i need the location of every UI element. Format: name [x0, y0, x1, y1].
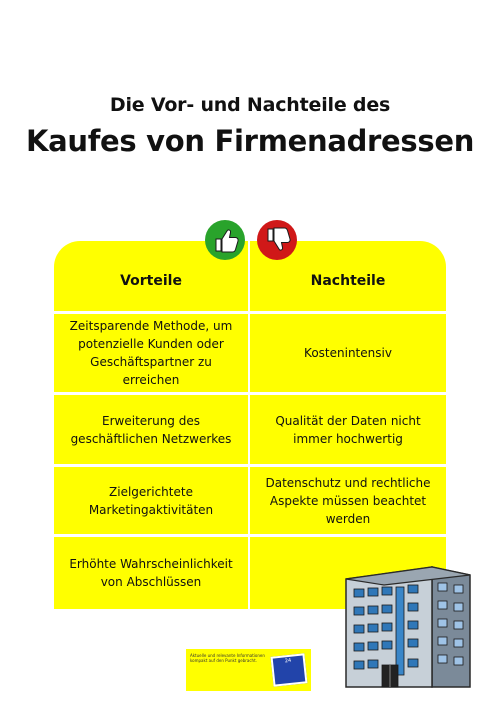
nachteil-cell: Datenschutz und rechtliche Aspekte müssen beachtet werden [265, 475, 431, 526]
banner-logo-text: 24 [284, 657, 292, 665]
thumbs-up-icon [205, 220, 245, 260]
title-line-2: Kaufes von Firmenadressen [25, 124, 475, 158]
vorteil-cell: Zeitsparende Methode, um potenzielle Kunden oder Geschäftspartner zu erreichen [69, 319, 233, 387]
thumbs-down-icon [257, 220, 297, 260]
vorteil-cell: Zielgerichtete Marketingaktivitäten [88, 484, 214, 517]
header-vorteile: Vorteile [120, 273, 182, 289]
nachteil-cell: Qualität der Daten nicht immer hochwertig [275, 413, 421, 446]
office-building-icon [342, 565, 472, 690]
nachteil-cell: Kostenintensiv [304, 346, 392, 360]
banner-logo [271, 653, 308, 686]
header-nachteile: Nachteile [310, 273, 386, 289]
footer-banner [186, 649, 311, 691]
comparison-table [54, 241, 446, 609]
vorteil-cell: Erhöhte Wahrscheinlichkeit von Abschlüssen [69, 557, 233, 589]
vorteil-cell: Erweiterung des geschäftlichen Netzwerkes [70, 413, 232, 446]
title-line-1: Die Vor- und Nachteile des [109, 94, 391, 116]
banner-text: Aktuelle und relevante Informationen kompakt auf den Punkt gebracht. [190, 653, 265, 663]
